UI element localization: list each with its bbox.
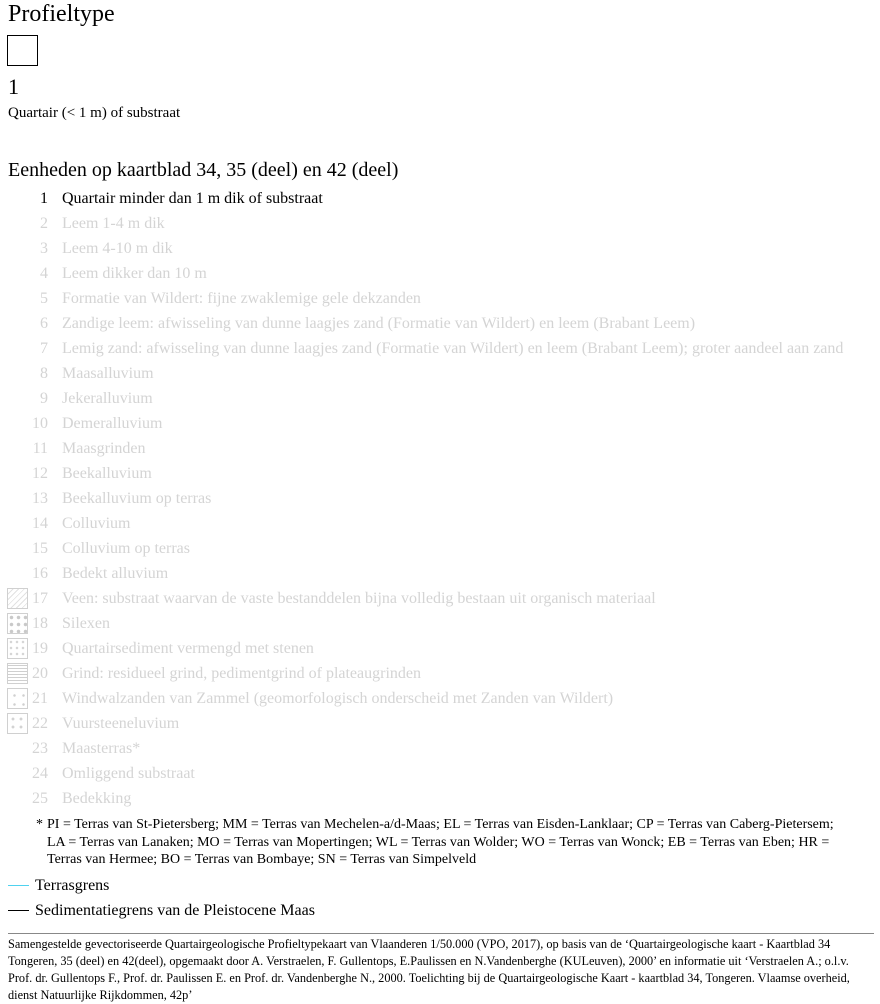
legend-item-8 xyxy=(0,361,880,386)
legend-item-label: Maasterras* xyxy=(62,740,141,757)
stenen-pattern-icon xyxy=(7,638,28,659)
profile-type-title: Profieltype xyxy=(8,1,115,27)
legend-item-label: Leem 1-4 m dik xyxy=(62,215,165,232)
legend-item-14 xyxy=(0,511,880,536)
legend-item-number: 13 xyxy=(32,490,48,507)
footnote-asterisk: * xyxy=(36,817,43,832)
legend-item-24 xyxy=(0,761,880,786)
legend-item-label: Jekeralluvium xyxy=(62,390,153,407)
legend-item-label: Maasalluvium xyxy=(62,365,154,382)
legend-item-5 xyxy=(0,286,880,311)
legend-item-number: 16 xyxy=(32,565,48,582)
legend-item-6 xyxy=(0,311,880,336)
legend-item-label: Bedekking xyxy=(62,790,132,807)
legend-item-number: 4 xyxy=(40,265,48,282)
legend-item-label: Leem dikker dan 10 m xyxy=(62,265,207,282)
legend-item-number: 11 xyxy=(32,440,48,457)
terrasgrens-label: Terrasgrens xyxy=(35,877,110,894)
legend-item-number: 9 xyxy=(40,390,48,407)
legend-item-number: 8 xyxy=(40,365,48,382)
legend-item-label: Silexen xyxy=(62,615,110,632)
legend-item-label: Formatie van Wildert: fijne zwaklemige gele dekzanden xyxy=(62,290,421,307)
vuursteeneluvium-pattern-icon xyxy=(7,713,28,734)
legend-item-20 xyxy=(0,661,880,686)
sedimentatiegrens-line-icon xyxy=(8,910,29,911)
legend-item-number: 24 xyxy=(32,765,48,782)
legend-item-25 xyxy=(0,786,880,811)
legend-item-3 xyxy=(0,236,880,261)
legend-item-label: Maasgrinden xyxy=(62,440,146,457)
legend-item-2 xyxy=(0,211,880,236)
legend-item-number: 5 xyxy=(40,290,48,307)
legend-item-16 xyxy=(0,561,880,586)
legend-item-number: 20 xyxy=(32,665,48,682)
legend-item-number: 23 xyxy=(32,740,48,757)
legend-item-9 xyxy=(0,386,880,411)
legend-item-number: 2 xyxy=(40,215,48,232)
legend-item-label: Quartairsediment vermengd met stenen xyxy=(62,640,314,657)
legend-item-label: Omliggend substraat xyxy=(62,765,195,782)
legend-list xyxy=(0,186,880,811)
silexen-pattern-icon xyxy=(7,613,28,634)
veen-pattern-icon xyxy=(7,588,28,609)
terrasgrens-legend xyxy=(8,876,109,896)
legend-item-label: Windwalzanden van Zammel (geomorfologisch onderscheid met Zanden van Wildert) xyxy=(62,690,614,707)
legend-item-number: 3 xyxy=(40,240,48,257)
legend-item-number: 19 xyxy=(32,640,48,657)
sedimentatiegrens-label: Sedimentatiegrens van de Pleistocene Maas xyxy=(35,902,315,919)
legend-item-number: 12 xyxy=(32,465,48,482)
legend-item-17 xyxy=(0,586,880,611)
legend-item-label: Lemig zand: afwisseling van dunne laagjes zand (Formatie van Wildert) en leem (Brabant Leem); groter aandeel aan zand xyxy=(62,340,844,357)
source-citation: Samengestelde gevectoriseerde Quartairgeologische Profieltypekaart van Vlaanderen 1/50.000 (VPO, 2017), op basis van de ‘Quartairgeologische kaart - Kaartblad 34 Tongeren, 35 (deel) en 42(deel), opgemaakt door A. Verstraelen, F. Gullentops, E.Paulissen en N.Vandenberghe (KULeuven), 2000’ en informatie uit ‘Verstraelen A.; o.l.v. Prof. dr. Gullentops F., Prof. dr. Paulissen E. en Prof. dr. Vandenberghe N., 2000. Toelichting bij de Quartairgeologische Kaart - kaartblad 34, Tongeren. Vlaamse overheid, dienst Natuurlijke Rijkdommen, 42p’ xyxy=(8,937,850,1002)
legend-item-number: 25 xyxy=(32,790,48,807)
legend-item-13 xyxy=(0,486,880,511)
legend-item-label: Demeralluvium xyxy=(62,415,163,432)
legend-item-11 xyxy=(0,436,880,461)
legend-item-21 xyxy=(0,686,880,711)
footnote-text: PI = Terras van St-Pietersberg; MM = Terras van Mechelen-a/d-Maas; EL = Terras van Eisden-Lanklaar; CP = Terras van Caberg-Pietersem; LA = Terras van Lanaken; MO = Terras van Mopertingen; WL = Terras van Wolder; WO = Terras van Wonck; EB = Terras van Eben; HR = Terras van Hermee; BO = Terras van Bombaye; SN = Terras van Simpelveld xyxy=(47,817,834,867)
profile-type-number: 1 xyxy=(8,74,19,99)
terrasgrens-line-icon xyxy=(8,885,29,886)
legend-item-22 xyxy=(0,711,880,736)
legend-item-number: 1 xyxy=(40,190,48,207)
sedimentatiegrens-legend xyxy=(8,901,315,921)
legend-item-label: Colluvium xyxy=(62,515,131,532)
footer-divider xyxy=(8,933,874,934)
legend-item-number: 14 xyxy=(32,515,48,532)
legend-item-1 xyxy=(0,186,880,211)
legend-item-label: Leem 4-10 m dik xyxy=(62,240,173,257)
legend-item-18 xyxy=(0,611,880,636)
legend-item-number: 17 xyxy=(32,590,48,607)
legend-item-number: 10 xyxy=(32,415,48,432)
legend-item-label: Zandige leem: afwisseling van dunne laagjes zand (Formatie van Wildert) en leem (Brabant Leem) xyxy=(62,315,696,332)
legend-item-7 xyxy=(0,336,880,361)
legend-item-number: 6 xyxy=(40,315,48,332)
legend-item-number: 7 xyxy=(40,340,48,357)
legend-item-label: Beekalluvium op terras xyxy=(62,490,212,507)
legend-item-label: Bedekt alluvium xyxy=(62,565,169,582)
legend-item-number: 18 xyxy=(32,615,48,632)
profile-type-label: Quartair (< 1 m) of substraat xyxy=(8,105,181,121)
legend-item-label: Colluvium op terras xyxy=(62,540,190,557)
legend-item-label: Beekalluvium xyxy=(62,465,152,482)
legend-item-number: 21 xyxy=(32,690,48,707)
grind-pattern-icon xyxy=(7,663,28,684)
legend-heading: Eenheden op kaartblad 34, 35 (deel) en 42 (deel) xyxy=(8,159,399,181)
legend-item-12 xyxy=(0,461,880,486)
legend-item-label: Quartair minder dan 1 m dik of substraat xyxy=(62,190,323,207)
legend-item-label: Veen: substraat waarvan de vaste bestanddelen bijna volledig bestaan uit organisch materiaal xyxy=(62,590,656,607)
legend-item-number: 15 xyxy=(32,540,48,557)
profile-color-swatch xyxy=(7,35,38,66)
windwalzanden-pattern-icon xyxy=(7,688,28,709)
legend-item-number: 22 xyxy=(32,715,48,732)
legend-item-label: Vuursteeneluvium xyxy=(62,715,180,732)
legend-item-label: Grind: residueel grind, pedimentgrind of plateaugrinden xyxy=(62,665,422,682)
legend-item-10 xyxy=(0,411,880,436)
legend-item-23 xyxy=(0,736,880,761)
legend-item-15 xyxy=(0,536,880,561)
terrace-footnote xyxy=(36,816,836,869)
legend-item-4 xyxy=(0,261,880,286)
legend-item-19 xyxy=(0,636,880,661)
